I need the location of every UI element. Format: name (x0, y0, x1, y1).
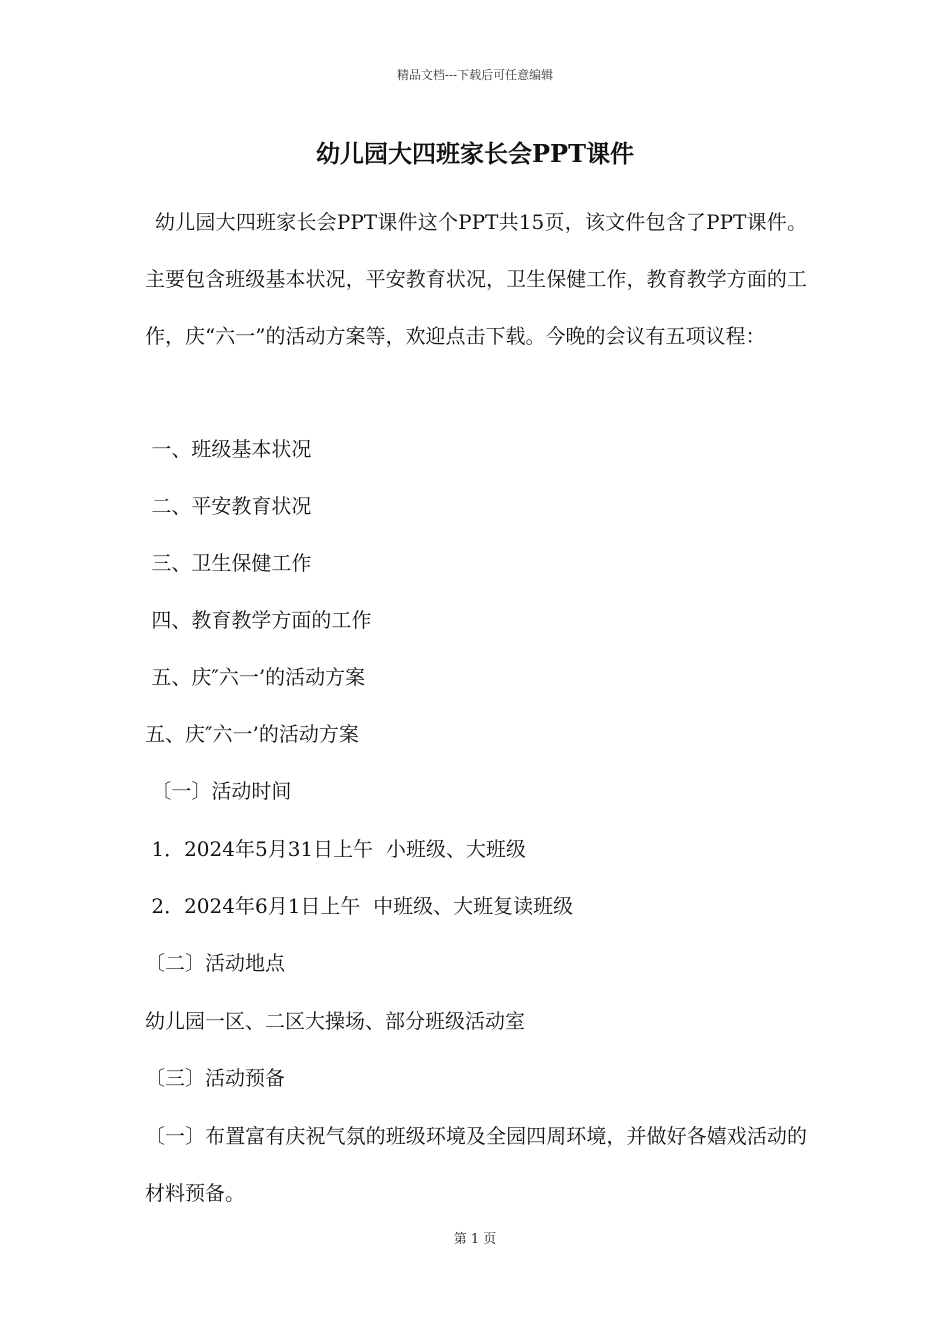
agenda-item-3: 三、卫生保健工作 (145, 551, 312, 575)
schedule-item-1: 1．2024年5月31日上午 小班级、大班级 (145, 837, 526, 861)
page-footer: 第 1 页 (453, 1232, 497, 1247)
intro-paragraph: 幼儿园大四班家长会PPT课件这个PPT共15页，该文件包含了PPT课件。主要包含班级基本状况，平安教育状况，卫生保健工作，教育教学方面的工作，庆“六一”的活动方案等，欢迎点击下载。今晚的会议有五项议程： (145, 210, 807, 348)
agenda-item-2: 二、平安教育状况 (145, 494, 312, 518)
location-text: 幼儿园一区、二区大操场、部分班级活动室 (145, 1009, 525, 1033)
subsection-heading-preparation: 〔三〕活动预备 (145, 1066, 285, 1090)
page-header: 精品文档---下载后可任意编辑 (396, 68, 554, 82)
subsection-heading-time: 〔一〕活动时间 (145, 779, 292, 803)
agenda-item-1: 一、班级基本状况 (145, 437, 312, 461)
schedule-item-2: 2．2024年6月1日上午 中班级、大班复读班级 (145, 894, 574, 918)
subsection-heading-location: 〔二〕活动地点 (145, 951, 285, 975)
document-title: 幼儿园大四班家长会PPT课件 (316, 139, 634, 168)
agenda-item-4: 四、教育教学方面的工作 (145, 608, 372, 632)
agenda-item-5: 五、庆″六一’的活动方案 (145, 665, 366, 689)
preparation-paragraph: 〔一〕布置富有庆祝气氛的班级环境及全园四周环境，并做好各嬉戏活动的材料预备。 (145, 1124, 807, 1205)
section-heading: 五、庆″六一’的活动方案 (145, 722, 359, 746)
